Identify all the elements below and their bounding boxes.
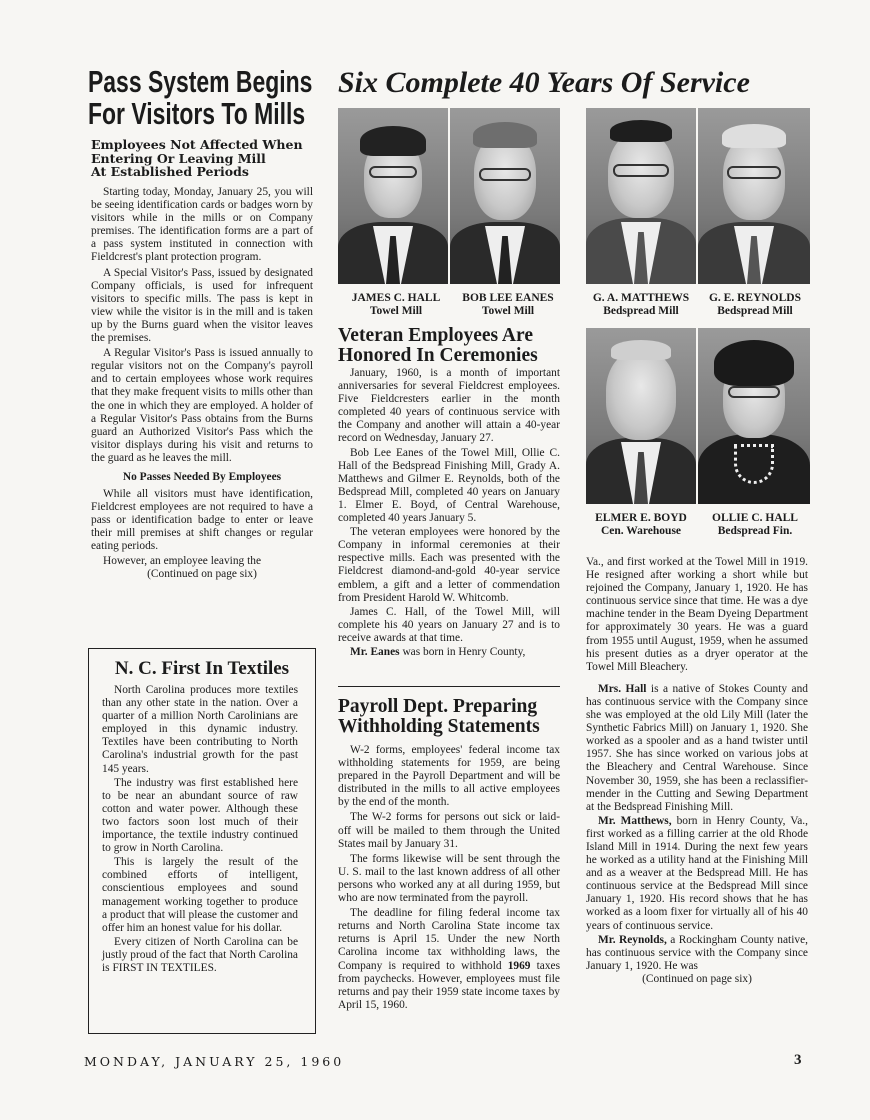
lead-name: Mr. Matthews,	[598, 814, 672, 827]
page-number: 3	[794, 1052, 802, 1068]
paragraph-part: The deadline for filing federal income tax returns and North Carolina State income tax returns is April 15. Under the new North Carolina income tax withholding laws, the Company is required to withhold	[338, 907, 560, 972]
paragraph: The veteran employees were honored by the Company in informal ceremonies at their respective mills. Each was presented with the Fieldcrest diamond-and-gold 40-year service emblem, a gift and a letter of commendation from President Harold W. Whitcomb.	[338, 526, 560, 604]
caption-mill: Bedspread Mill	[717, 304, 793, 317]
section-rule	[338, 686, 560, 687]
paragraph-part: taxes from paychecks. However, employees must file returns and pay their 1959 state income taxes by April 15, 1960.	[338, 959, 560, 1011]
payroll-article-body	[338, 744, 560, 1012]
headline-line-2: Withholding Statements	[338, 716, 540, 737]
caption-ollie-hall	[696, 512, 814, 537]
caption-mill: Bedspread Fin.	[717, 524, 793, 537]
subhead-line-2: Entering Or Leaving Mill	[91, 150, 266, 166]
paragraph: Bob Lee Eanes of the Towel Mill, Ollie C. Hall of the Bedspread Finishing Mill, Grady A. Matthews and Gilmer E. Reynolds, both of the Bedspread Mill, completed 40 years on January 1. Elmer E. Boyd, of Central Warehouse, completed 40 years January 5.	[338, 446, 560, 525]
caption-bob-eanes	[450, 292, 566, 317]
paragraph	[338, 646, 560, 659]
left-article-body	[91, 186, 313, 581]
headline-line-1: Payroll Dept. Preparing	[338, 696, 538, 717]
lead-name: Mr. Reynolds,	[598, 933, 667, 946]
paragraph: The forms likewise will be sent through the U. S. mail to the last known address of all other persons who worked any at all during 1959, but who are now terminated from the payroll.	[338, 852, 560, 905]
lead-name: Mrs. Hall	[598, 682, 647, 695]
paragraph	[586, 934, 808, 973]
caption-name: G. E. REYNOLDS	[708, 292, 802, 304]
headline-line-2: Honored In Ceremonies	[338, 345, 538, 366]
caption-mill: Cen. Warehouse	[600, 524, 682, 537]
textiles-box-body	[102, 684, 298, 975]
paragraph-rest: is a native of Stokes County and has continuous service with the Company since she was employed at the old Lily Mill (later the Synthetic Fabrics Mill) on January 1, 1920. She worked as a spooler and as a hand twister until 1957. She has since worked on various jobs at the Bleachery and Central Warehouse. Since November 30, 1959, she has been a reclassifier-mender in the Cutting and Sewing Department at the Bedspread Finishing Mill.	[586, 682, 808, 813]
paragraph: The W-2 forms for persons out sick or laid-off will be mailed to them through the United States mail by January 31.	[338, 811, 560, 850]
headline-line-1: Veteran Employees Are	[338, 325, 533, 346]
paragraph-rest: born in Henry County, Va., first worked as a filling carrier at the old Rhode Island Mill in 1914. During the next few years he worked as a utility hand at the Finishing Mill and as a weaver at the Bedspread Mill. He has continuous service at the Bedspread Mill since January 1, 1920. His record shows that he has worked as a loom fixer for virtually all of his 40 years of continuous service.	[586, 814, 808, 932]
lead-name: Mr. Eanes	[350, 645, 400, 658]
paragraph: Starting today, Monday, January 25, you will be seeing identification cards or badges worn by visitors while in the mills or on Company premises. The identification forms are a part of a pass system instituted in connection with Fieldcrest's plant protection program.	[91, 186, 313, 264]
footer-date: MONDAY, JANUARY 25, 1960	[84, 1054, 345, 1069]
banner-headline: Six Complete 40 Years Of Service	[338, 66, 750, 99]
portrait-bob-eanes	[450, 108, 560, 284]
headline-line-2: For Visitors To Mills	[88, 96, 306, 131]
paragraph	[586, 815, 808, 933]
caption-name: BOB LEE EANES	[462, 292, 554, 304]
bold-year: 1969	[507, 959, 531, 972]
continued-line: (Continued on page six)	[642, 972, 752, 985]
caption-mill: Bedspread Mill	[603, 304, 679, 317]
subhead-line-1: Employees Not Affected When	[91, 137, 303, 152]
paragraph-rest: a Rockingham County native, has continuous service with the Company since January 1, 1920. He was	[586, 933, 808, 972]
crosshead: No Passes Needed By Employees	[122, 470, 282, 483]
caption-ge-reynolds	[696, 292, 814, 317]
subhead-line-3: At Established Periods	[91, 164, 249, 179]
paragraph: The industry was first established here to be near an abundant source of raw cotton and water power. Although these two factors soon lost much of their importance, the textile industry continued to grow in North Carolina.	[102, 776, 298, 855]
payroll-headline	[338, 697, 566, 737]
left-subhead	[91, 138, 321, 179]
headline-line-1: Pass System Begins	[88, 64, 313, 99]
paragraph: Va., and first worked at the Towel Mill in 1919. He resigned after working a short while but rejoined the Company, January 1, 1920. He has continuous service since that time. He was a dye machine tender in the Beam Dyeing Department for approximately 30 years. He was a guard from 1955 until August, 1959, when he assumed his present duties as a dryer operator at the Towel Mill Bleachery.	[586, 556, 808, 673]
veteran-article-body	[338, 367, 560, 659]
right-column-body	[586, 556, 808, 986]
paragraph-rest: was born in Henry County,	[402, 645, 526, 658]
paragraph	[586, 683, 808, 814]
paragraph: North Carolina produces more textiles than any other state in the nation. Over a quarter of a million North Carolinians are employed in this dynamic industry. Textiles have been contributing to North Carolina's industrial growth for the past 145 years.	[102, 684, 298, 775]
paragraph: While all visitors must have identification, Fieldcrest employees are not required to have a pass or identification badge to enter or leave their mill premises at shift changes or regular eating periods.	[91, 488, 313, 553]
paragraph: James C. Hall, of the Towel Mill, will complete his 40 years on January 27 and is to receive awards at that time.	[338, 605, 560, 644]
caption-name: OLLIE C. HALL	[712, 512, 798, 524]
veteran-headline	[338, 326, 566, 366]
portrait-ga-matthews	[586, 108, 696, 284]
portrait-elmer-boyd	[586, 328, 696, 504]
continued-line: (Continued on page six)	[147, 567, 257, 580]
paragraph: Every citizen of North Carolina can be justly proud of the fact that North Carolina is FIRST IN TEXTILES.	[102, 935, 298, 974]
paragraph: This is largely the result of the combined efforts of intelligent, conscientious employees and sound management working together to produce a product that will please the customer and offer him an honest value for his dollar.	[102, 856, 298, 934]
caption-name: G. A. MATTHEWS	[592, 292, 690, 304]
paragraph: However, an employee leaving the	[103, 554, 262, 567]
paragraph	[338, 907, 560, 1012]
paragraph: W-2 forms, employees' federal income tax withholding statements for 1959, are being prepared in the Payroll Department and will be distributed in the mills to all active employees by the end of the month.	[338, 744, 560, 809]
portrait-james-hall	[338, 108, 448, 284]
paragraph: A Special Visitor's Pass, issued by designated Company officials, is used for infrequent visitors to specific mills. The pass is kept in view while the visitor is in the mill and is taken up by the Burns guard when the visitor leaves the premises.	[91, 266, 313, 345]
caption-ga-matthews	[582, 292, 700, 317]
caption-mill: Towel Mill	[369, 304, 423, 317]
caption-name: JAMES C. HALL	[351, 292, 441, 304]
left-article	[88, 66, 316, 130]
caption-james-hall	[338, 292, 454, 317]
paragraph: A Regular Visitor's Pass is issued annually to regular visitors not on the Company's payroll and to certain employees whose work requires that they make frequent visits to mills other than the one in which they are employed. A holder of a Regular Visitor's Pass obtains from the Burns guard an Authorized Visitor's Pass which the visitor displays during his visit and returns to the guard as he leaves the mill.	[91, 347, 313, 464]
caption-mill: Towel Mill	[481, 304, 535, 317]
textiles-box-title: N. C. First In Textiles	[114, 658, 290, 679]
portrait-ollie-hall	[698, 328, 810, 504]
paragraph: January, 1960, is a month of important anniversaries for several Fieldcrest employees. Five Fieldcresters earlier in the month completed 40 years of continuous service with the Company and another will attain a 40-year record on Wednesday, January 27.	[338, 367, 560, 445]
caption-elmer-boyd	[582, 512, 700, 537]
caption-name: ELMER E. BOYD	[595, 512, 687, 524]
portrait-ge-reynolds	[698, 108, 810, 284]
